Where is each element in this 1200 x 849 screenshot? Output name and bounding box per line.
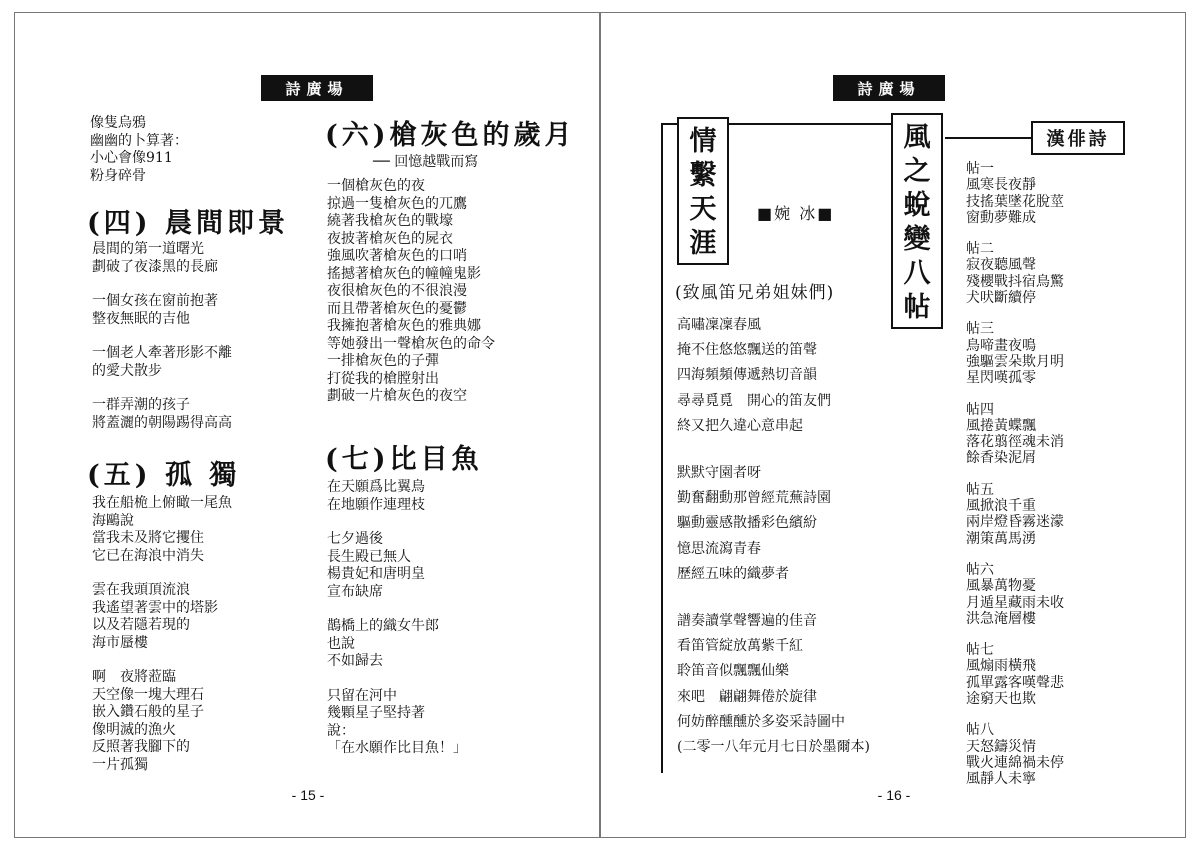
poem-line: 技搖葉墜花脫莖 (966, 193, 1064, 210)
poem-line: 而且帶著槍灰色的憂鬱 (327, 300, 467, 317)
poem2-body (966, 161, 1064, 788)
poem-line: 嵌入鑽石般的星子 (92, 704, 204, 720)
stanza (966, 642, 1064, 707)
poem-line: 兩岸燈昏霧迷濛 (966, 514, 1064, 531)
section-title-5: (五) 孤 獨 (87, 460, 241, 491)
title-char: 八 (903, 258, 931, 289)
stanza (966, 722, 1064, 787)
frame-rule (661, 123, 663, 773)
poem-line: 打從我的槍膛射出 (327, 370, 439, 387)
poem-line: 幽幽的卜算著： (90, 132, 188, 149)
poem-line: 風寒長夜靜 (966, 177, 1036, 194)
poem-line: 它已在海浪中消失 (92, 547, 204, 564)
poem-line: 潮策萬馬湧 (966, 530, 1036, 547)
genre-label-box: 漢俳詩 (1031, 121, 1125, 155)
poem-line: 也說 (327, 635, 355, 652)
section-title-7: (七)比目魚 (325, 444, 483, 475)
stanza (92, 582, 232, 652)
poem-line: 一片孤獨 (92, 756, 148, 773)
poem-line: 劃破一片槍灰色的夜空 (327, 388, 467, 404)
stanza (327, 479, 467, 514)
stanza (92, 669, 232, 774)
poem-line: 反照著我腳下的 (92, 739, 190, 755)
poem-line: 在地願作連理枝 (327, 496, 425, 513)
title-char: 變 (903, 224, 931, 255)
page-number: - 15 - (291, 787, 325, 803)
stanza (92, 241, 232, 276)
poem-line: 星閃嘆孤零 (966, 370, 1036, 387)
left-page (14, 12, 600, 838)
poem-line: 繞著我槍灰色的戰壕 (327, 213, 453, 229)
poem-line: 聆笛音似飄飄仙樂 (677, 663, 789, 680)
poem-line: 一個老人牽著形影不離 (92, 345, 232, 361)
stanza-heading: 帖五 (966, 481, 994, 498)
poem-line: 洪急淹層樓 (966, 610, 1036, 627)
poem-line: 幾顆星子堅持著 (327, 705, 425, 721)
poem-line: 一排槍灰色的子彈 (327, 353, 439, 369)
title-char: 天 (689, 194, 717, 225)
stanza (327, 618, 467, 671)
poem-line: 終又把久違心意串起 (677, 417, 803, 434)
poem-line: 我在船桅上俯瞰一尾魚 (92, 495, 232, 511)
title-char: 涯 (689, 228, 717, 259)
poem-line: 風靜人未寧 (966, 771, 1036, 788)
poem-line: 整夜無眠的吉他 (92, 310, 190, 327)
right-page (600, 12, 1186, 838)
poem-line: 尋尋覓覓 開心的笛友們 (677, 392, 831, 409)
poem-line: 說： (327, 722, 355, 739)
title-char: 風 (903, 122, 931, 153)
stanza-heading: 帖二 (966, 241, 994, 258)
poem-line: 宣布缺席 (327, 583, 383, 600)
stanza-heading: 帖四 (966, 401, 994, 418)
dedication: (致風笛兄弟姐妹們) (675, 283, 835, 303)
section-7-poem (327, 479, 467, 775)
frame-rule (945, 137, 1031, 139)
poem-line: 只留在河中 (327, 687, 397, 704)
stanza (327, 688, 467, 758)
poem-line: 孤單露客嘆聲悲 (966, 674, 1064, 691)
stanza (966, 482, 1064, 547)
poem-line: 勤奮翻動那曾經荒蕪詩園 (677, 490, 831, 507)
title-char: 之 (903, 156, 931, 187)
poem-line: 晨間的第一道曙光 (92, 241, 204, 257)
poem-line: 不如歸去 (327, 653, 383, 669)
poem-line: 小心會像911 (90, 150, 173, 166)
poem-line: 劃破了夜漆黑的長廊 (92, 258, 218, 275)
section-subtitle-6: ── 回憶越戰而寫 (373, 154, 479, 170)
poem-line: 等她發出一聲槍灰色的命令 (327, 335, 495, 352)
section-5-poem (92, 495, 232, 791)
poem-line: 強風吹著槍灰色的口哨 (327, 248, 467, 264)
poem-line: 夜披著槍灰色的屍衣 (327, 230, 453, 247)
poem-line: 夜很槍灰色的不很浪漫 (327, 283, 467, 299)
section-title-4: (四) 晨間即景 (87, 208, 289, 239)
section-6-poem (327, 178, 495, 406)
stanza (92, 345, 232, 380)
poem-line: 像隻烏鴉 (90, 115, 146, 131)
poem-line: 何妨醉醺醺於多姿采詩圖中 (677, 713, 845, 730)
author-name: ■婉 冰■ (757, 204, 835, 223)
poem-line: 犬吠斷續停 (966, 290, 1036, 307)
poem-line: 搖撼著槍灰色的幢幢鬼影 (327, 265, 481, 282)
intro-stanza (90, 115, 188, 185)
poem-line: 歷經五味的織夢者 (677, 565, 789, 582)
poem-line: 我擁抱著槍灰色的雅典娜 (327, 318, 481, 334)
poem-line: 長生殿已無人 (327, 548, 411, 565)
poem-line: (二零一八年元月七日於墨爾本) (677, 739, 870, 756)
poem-line: 高嘯凜凜春風 (677, 317, 761, 333)
poem-line: 一個槍灰色的夜 (327, 178, 425, 194)
stanza (92, 293, 232, 328)
stanza-heading: 帖八 (966, 722, 994, 739)
title-char: 情 (689, 126, 717, 157)
poem-line: 一個女孩在窗前抱著 (92, 293, 218, 309)
section-header-badge: 詩廣場 (833, 75, 945, 101)
poem-line: 以及若隱若現的 (92, 617, 190, 633)
poem-line: 風煽雨橫飛 (966, 658, 1036, 675)
poem-line: 海市蜃樓 (92, 634, 148, 651)
poem-line: 譜奏讀掌聲響遍的佳音 (677, 613, 817, 630)
poem-line: 鳥啼畫夜鳴 (966, 337, 1036, 354)
poem-line: 我遙望著雲中的塔影 (92, 599, 218, 616)
poem-line: 當我未及將它攫住 (92, 530, 204, 546)
poem-title-box (677, 117, 729, 265)
stanza (966, 241, 1064, 306)
poem-line: 天怒鑄災情 (966, 738, 1036, 755)
stanza-heading: 帖三 (966, 321, 994, 338)
stanza (677, 313, 870, 439)
poem-line: 殘櫻戰抖宿鳥驚 (966, 273, 1064, 290)
poem-line: 戰火連綿禍未停 (966, 754, 1064, 771)
stanza-heading: 帖七 (966, 642, 994, 659)
stanza-heading: 帖一 (966, 161, 994, 177)
title-char: 繫 (689, 160, 717, 191)
section-title-6: (六)槍灰色的歲月 (325, 120, 576, 151)
poem-line: 鵲橋上的織女牛郎 (327, 618, 439, 634)
stanza-heading: 帖六 (966, 561, 994, 578)
poem-line: 默默守園者呀 (677, 465, 761, 482)
section-4-poem (92, 241, 232, 449)
poem-line: 風暴萬物憂 (966, 578, 1036, 595)
poem-line: 窗動夢難成 (966, 209, 1036, 226)
stanza (92, 495, 232, 565)
stanza (966, 321, 1064, 386)
page-number: - 16 - (877, 787, 911, 803)
poem-line: 落花翦徑魂未消 (966, 434, 1064, 451)
poem-line: 天空像一塊大理石 (92, 686, 204, 703)
poem-line: 楊貴妃和唐明皇 (327, 566, 425, 582)
poem-line: 風掀浪千重 (966, 498, 1036, 515)
poem-line: 掩不住悠悠飄送的笛聲 (677, 342, 817, 359)
poem-line: 粉身碎骨 (90, 167, 146, 184)
poem-line: 憶思流瀉青春 (677, 540, 761, 557)
frame-rule (661, 123, 677, 125)
poem-line: 寂夜聽風聲 (966, 257, 1036, 274)
poem-line: 像明滅的漁火 (92, 721, 176, 738)
poem-line: 的愛犬散步 (92, 362, 162, 379)
title-char: 帖 (903, 292, 931, 323)
poem-line: 將蓋灑的朝陽踢得高高 (92, 414, 232, 431)
poem-line: 在天願爲比翼鳥 (327, 479, 425, 495)
poem-line: 掠過一隻槍灰色的兀鷹 (327, 195, 467, 212)
stanza (966, 562, 1064, 627)
poem-line: 一群弄潮的孩子 (92, 397, 190, 413)
poem1-body (677, 313, 870, 760)
poem-line: 七夕過後 (327, 531, 383, 547)
poem-line: 強驅雲朵欺月明 (966, 353, 1064, 370)
stanza (92, 397, 232, 432)
poem-line: 途窮天也欺 (966, 691, 1036, 708)
poem-line: 啊 夜將蒞臨 (92, 669, 176, 685)
poem-line: 四海頻頻傳遞熱切音韻 (677, 367, 817, 384)
poem-line: 月遁星藏雨未收 (966, 594, 1064, 611)
poem-line: 來吧 翩翩舞倦於旋律 (677, 688, 817, 705)
stanza (966, 402, 1064, 467)
poem-line: 海鷗說 (92, 512, 134, 529)
poem-line: 雲在我頭頂流浪 (92, 582, 190, 598)
poem-line: 看笛管綻放萬紫千紅 (677, 638, 803, 655)
poem-line: 驅動靈感散播彩色繽紛 (677, 515, 817, 532)
poem-title-box (891, 113, 943, 329)
stanza (327, 531, 467, 601)
stanza (677, 609, 870, 760)
poem-line: 「在水願作比目魚！」 (327, 740, 467, 756)
stanza (677, 461, 870, 587)
stanza (966, 161, 1064, 226)
section-header-badge: 詩廣場 (261, 75, 373, 101)
title-char: 蛻 (903, 190, 931, 221)
poem-line: 風捲黃蝶飄 (966, 417, 1036, 434)
frame-rule (729, 123, 891, 125)
poem-line: 餘香染泥屑 (966, 450, 1036, 467)
